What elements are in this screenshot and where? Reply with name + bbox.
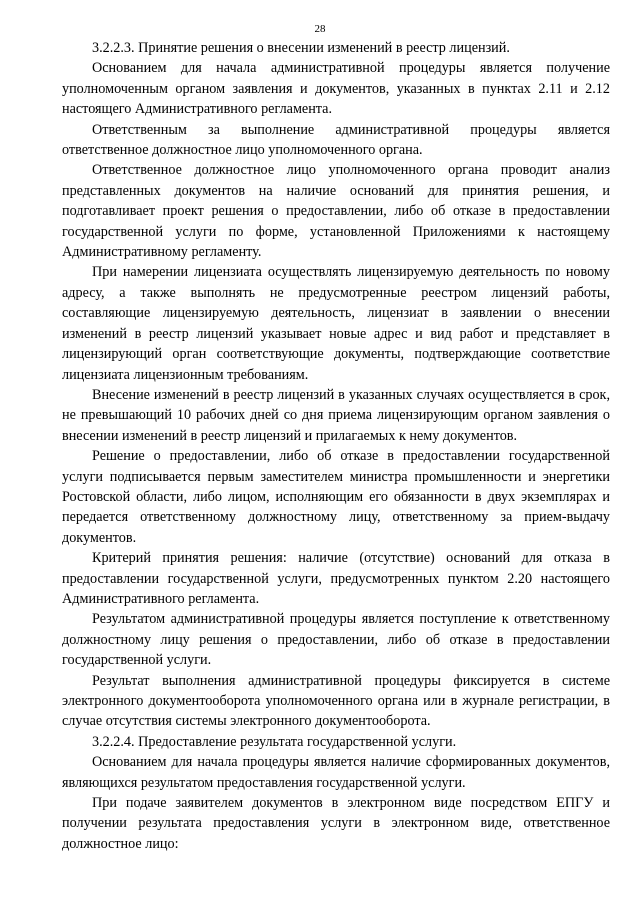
paragraph: Ответственным за выполнение административной процедуры является ответственное должностное лицо уполномоченного органа. xyxy=(62,121,610,159)
paragraph: Основанием для начала процедуры является наличие сформированных документов, являющихся результатом предоставления государственной услуги. xyxy=(62,754,610,791)
paragraph: Критерий принятия решения: наличие (отсутствие) оснований для отказа в предоставлении государственной услуги, предусмотренных пунктом 2.20 настоящего Административного регламента. xyxy=(62,550,610,607)
paragraph: Внесение изменений в реестр лицензий в указанных случаях осуществляется в срок, не превышающий 10 рабочих дней со дня приема лицензирующим органом заявления о внесении изменений в реестр лицензий и прилагаемых к нему документов. xyxy=(62,386,610,444)
document-body xyxy=(62,38,610,854)
paragraph: Результат выполнения административной процедуры фиксируется в системе электронного документооборота уполномоченного органа или в журнале регистрации, в случае отсутствия системы электронного документооборота. xyxy=(62,672,610,730)
page-number: 28 xyxy=(314,23,326,35)
paragraph: Решение о предоставлении, либо об отказе в предоставлении государственной услуги подписывается первым заместителем министра промышленности и энергетики Ростовской области, либо лицом, исполняющим его обязанности в двух экземплярах и передается ответственному должностному лицу, ответственному за прием-выдачу документов. xyxy=(62,448,610,546)
paragraph: Основанием для начала административной процедуры является получение уполномоченным органом заявления и документов, указанных в пунктах 2.11 и 2.12 настоящего Административного регламента. xyxy=(62,60,610,118)
paragraph: Ответственное должностное лицо уполномоченного органа проводит анализ представленных документов на наличие оснований для принятия решения, и подготавливает проект решения о предоставлении, либо об отказе в предоставлении государственной услуги по форме, установленной Приложениями к настоящему Административному регламенту. xyxy=(62,162,610,261)
paragraph-section-3-2-2-3-heading: 3.2.2.3. Принятие решения о внесении изменений в реестр лицензий. xyxy=(92,40,510,56)
paragraph: Результатом административной процедуры является поступление к ответственному должностному лицу решения о предоставлении, либо об отказе в предоставлении государственной услуги. xyxy=(62,611,610,669)
paragraph: При намерении лицензиата осуществлять лицензируемую деятельность по новому адресу, а также выполнять не предусмотренные реестром лицензий работы, составляющие лицензируемую деятельность, лицензиат в заявлении о внесении изменений в реестр лицензий указывает новые адрес и вид работ и представляет в лицензирующий орган соответствующие документы, подтверждающие соответствие лицензиата лицензионным требованиям. xyxy=(62,264,610,383)
paragraph-section-3-2-2-4-heading: 3.2.2.4. Предоставление результата государственной услуги. xyxy=(92,733,457,750)
paragraph: При подаче заявителем документов в электронном виде посредством ЕПГУ и получении результата предоставления услуги в электронном виде, ответственное должностное лицо: xyxy=(62,795,610,852)
